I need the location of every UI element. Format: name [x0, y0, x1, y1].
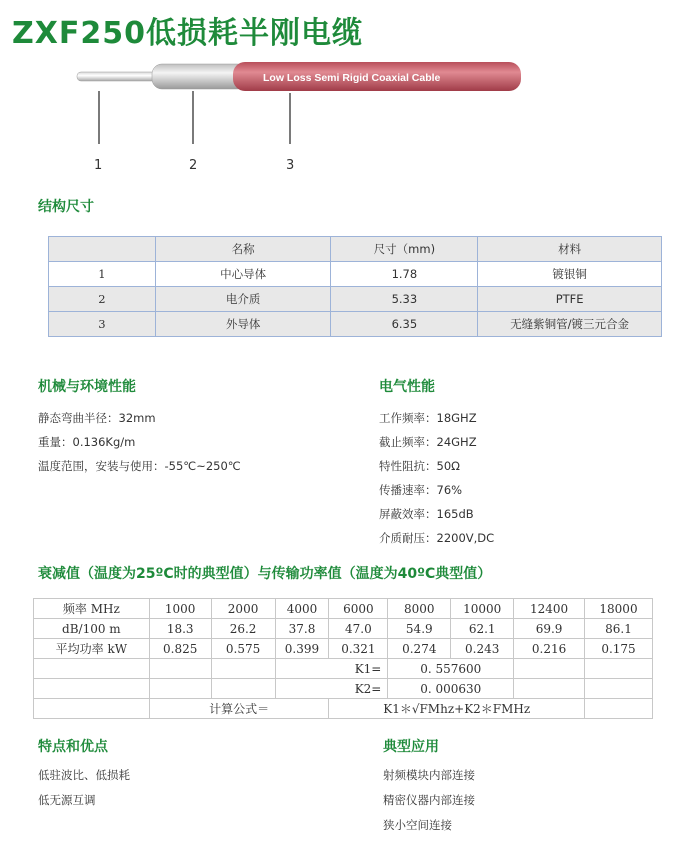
cell: 54.9: [388, 619, 451, 639]
cell: 0.321: [329, 639, 388, 659]
cell: 86.1: [585, 619, 653, 639]
electrical-heading: 电气性能: [379, 379, 435, 395]
empty-cell: [149, 679, 211, 699]
cell: 26.2: [211, 619, 275, 639]
mechanical-line: 重量：0.136Kg/m: [38, 435, 136, 449]
cell: 37.8: [275, 619, 329, 639]
electrical-line: 传播速率：76%: [379, 483, 463, 497]
freq-label: 频率 MHz: [34, 599, 150, 619]
features-heading: 特点和优点: [38, 739, 108, 755]
cell: 18.3: [149, 619, 211, 639]
marker-3: 3: [286, 158, 295, 173]
cell: 69.9: [514, 619, 585, 639]
cell: 中心导体: [155, 262, 331, 287]
center-conductor: [77, 72, 162, 81]
header-cell: 材料: [478, 237, 662, 262]
cell: 1.78: [331, 262, 478, 287]
cell: 1: [49, 262, 156, 287]
cell: 2: [49, 287, 156, 312]
electrical-line: 特性阻抗：50Ω: [379, 459, 460, 473]
cell: 0.825: [149, 639, 211, 659]
cell: 镀银铜: [478, 262, 662, 287]
table-row: [49, 312, 662, 337]
cable-label: Low Loss Semi Rigid Coaxial Cable: [263, 72, 441, 84]
formula-label: 计算公式＝: [149, 699, 329, 719]
header-cell: 名称: [155, 237, 331, 262]
mechanical-line: 温度范围，安装与使用：-55℃~250℃: [38, 459, 241, 473]
structure-heading: 结构尺寸: [38, 199, 94, 215]
marker-1: 1: [94, 158, 103, 173]
electrical-line: 工作频率：18GHZ: [379, 411, 477, 425]
table-header-row: [49, 237, 662, 262]
empty-cell: [211, 659, 275, 679]
empty-cell: [514, 659, 585, 679]
empty-cell: [149, 659, 211, 679]
applications-heading: 典型应用: [383, 739, 439, 755]
table-row: [34, 639, 653, 659]
db-label: dB/100 m: [34, 619, 150, 639]
table-row: [34, 619, 653, 639]
cell: 62.1: [451, 619, 514, 639]
feature-line: 低驻波比、低损耗: [38, 768, 130, 782]
cell: 12400: [514, 599, 585, 619]
empty-cell: [34, 659, 150, 679]
empty-cell: [585, 659, 653, 679]
cell: 外导体: [155, 312, 331, 337]
k1-value: 0. 557600: [388, 659, 514, 679]
formula: K1＊√FMhz+K2＊FMHz: [329, 699, 585, 719]
page-title: ZXF250低损耗半刚电缆: [12, 16, 363, 51]
attenuation-heading: 衰减值（温度为25ºC时的典型值）与传输功率值（温度为40ºC典型值）: [38, 566, 492, 582]
electrical-line: 介质耐压：2200V,DC: [379, 531, 495, 545]
application-line: 狭小空间连接: [383, 818, 452, 832]
cell: 0.243: [451, 639, 514, 659]
cell: 6000: [329, 599, 388, 619]
table-row: [34, 699, 653, 719]
cell: 6.35: [331, 312, 478, 337]
marker-2: 2: [189, 158, 198, 173]
empty-cell: [34, 699, 150, 719]
cell: 0.175: [585, 639, 653, 659]
attenuation-table: [33, 598, 653, 719]
mechanical-line: 静态弯曲半径：32mm: [38, 411, 156, 425]
empty-cell: [585, 679, 653, 699]
cell: 5.33: [331, 287, 478, 312]
cell: 3: [49, 312, 156, 337]
cell: 无缝紫铜管/镀三元合金: [478, 312, 662, 337]
dielectric: [152, 64, 247, 89]
cell: 18000: [585, 599, 653, 619]
header-cell: [49, 237, 156, 262]
cell: 0.274: [388, 639, 451, 659]
electrical-line: 屏蔽效率：165dB: [379, 507, 474, 521]
empty-cell: [585, 699, 653, 719]
cell: 1000: [149, 599, 211, 619]
empty-cell: [514, 679, 585, 699]
k2-label: K2=: [275, 679, 388, 699]
cell: 10000: [451, 599, 514, 619]
table-row: [34, 679, 653, 699]
empty-cell: [34, 679, 150, 699]
cell: PTFE: [478, 287, 662, 312]
cell: 2000: [211, 599, 275, 619]
application-line: 精密仪器内部连接: [383, 793, 475, 807]
k2-value: 0. 000630: [388, 679, 514, 699]
cell: 47.0: [329, 619, 388, 639]
structure-table: [48, 236, 662, 337]
feature-line: 低无源互调: [38, 793, 96, 807]
k1-label: K1=: [275, 659, 388, 679]
application-line: 射频模块内部连接: [383, 768, 475, 782]
cell: 0.399: [275, 639, 329, 659]
cell: 电介质: [155, 287, 331, 312]
cable-diagram: [0, 0, 697, 180]
cell: 8000: [388, 599, 451, 619]
electrical-line: 截止频率：24GHZ: [379, 435, 477, 449]
cell: 0.216: [514, 639, 585, 659]
power-label: 平均功率 kW: [34, 639, 150, 659]
table-row: [49, 287, 662, 312]
table-row: [34, 599, 653, 619]
table-row: [49, 262, 662, 287]
table-row: [34, 659, 653, 679]
empty-cell: [211, 679, 275, 699]
cell: 4000: [275, 599, 329, 619]
header-cell: 尺寸（mm): [331, 237, 478, 262]
cell: 0.575: [211, 639, 275, 659]
mechanical-heading: 机械与环境性能: [38, 379, 136, 395]
